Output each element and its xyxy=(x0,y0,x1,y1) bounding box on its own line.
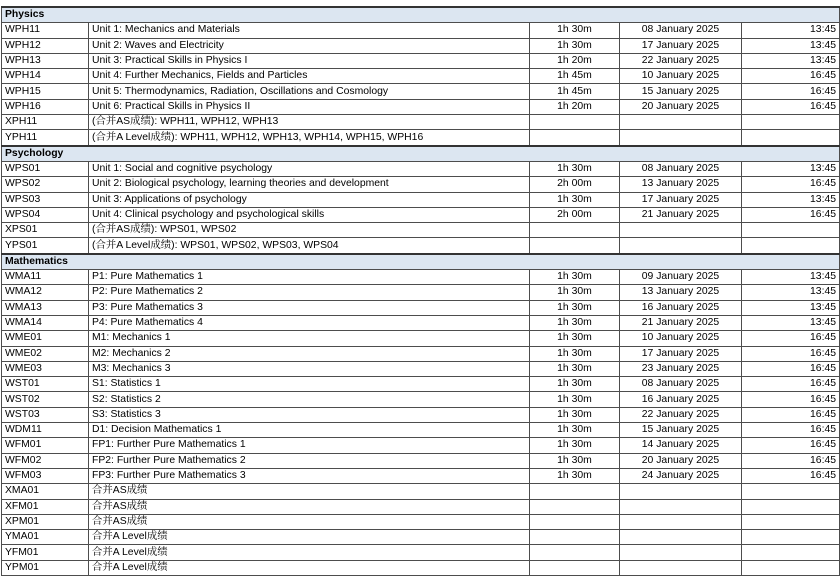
duration-cell: 1h 30m xyxy=(530,315,620,330)
date-cell xyxy=(620,499,742,514)
exam-code-cell: YPS01 xyxy=(2,238,89,254)
table-row xyxy=(2,69,840,84)
section-header xyxy=(2,7,840,23)
unit-title-cell: 合并AS成绩 xyxy=(89,499,530,514)
table-row xyxy=(2,499,840,514)
date-cell: 17 January 2025 xyxy=(620,192,742,207)
exam-code-cell: WPH11 xyxy=(2,23,89,38)
exam-code-cell: WMA11 xyxy=(2,270,89,285)
unit-title-cell: Unit 1: Social and cognitive psychology xyxy=(89,161,530,176)
duration-cell: 1h 20m xyxy=(530,99,620,114)
date-cell xyxy=(620,514,742,529)
time-cell: 16:45 xyxy=(742,453,840,468)
date-cell: 14 January 2025 xyxy=(620,438,742,453)
table-row xyxy=(2,453,840,468)
time-cell: 16:45 xyxy=(742,177,840,192)
table-row xyxy=(2,192,840,207)
unit-title-cell: Unit 4: Clinical psychology and psychological skills xyxy=(89,207,530,222)
time-cell: 13:45 xyxy=(742,38,840,53)
table-row xyxy=(2,331,840,346)
date-cell: 21 January 2025 xyxy=(620,315,742,330)
time-cell: 16:45 xyxy=(742,468,840,483)
time-cell: 13:45 xyxy=(742,23,840,38)
date-cell: 13 January 2025 xyxy=(620,285,742,300)
unit-title-cell: Unit 3: Applications of psychology xyxy=(89,192,530,207)
duration-cell: 1h 30m xyxy=(530,331,620,346)
time-cell xyxy=(742,223,840,238)
duration-cell xyxy=(530,545,620,560)
unit-title-cell: Unit 5: Thermodynamics, Radiation, Oscillations and Cosmology xyxy=(89,84,530,99)
date-cell xyxy=(620,115,742,130)
unit-title-cell: M3: Mechanics 3 xyxy=(89,361,530,376)
table-row xyxy=(2,207,840,222)
duration-cell: 1h 30m xyxy=(530,423,620,438)
duration-cell: 1h 30m xyxy=(530,438,620,453)
table-row xyxy=(2,115,840,130)
unit-title-cell: 合并AS成绩 xyxy=(89,514,530,529)
table-row xyxy=(2,530,840,545)
unit-title-cell: P1: Pure Mathematics 1 xyxy=(89,270,530,285)
exam-code-cell: WST03 xyxy=(2,407,89,422)
exam-code-cell: YMA01 xyxy=(2,530,89,545)
time-cell xyxy=(742,545,840,560)
unit-title-cell: Unit 4: Further Mechanics, Fields and Particles xyxy=(89,69,530,84)
duration-cell: 1h 30m xyxy=(530,161,620,176)
duration-cell: 1h 45m xyxy=(530,69,620,84)
unit-title-cell: M1: Mechanics 1 xyxy=(89,331,530,346)
exam-code-cell: XPM01 xyxy=(2,514,89,529)
table-row xyxy=(2,484,840,499)
date-cell: 21 January 2025 xyxy=(620,207,742,222)
time-cell: 16:45 xyxy=(742,346,840,361)
table-row xyxy=(2,361,840,376)
time-cell xyxy=(742,530,840,545)
table-row xyxy=(2,407,840,422)
unit-title-cell: S1: Statistics 1 xyxy=(89,377,530,392)
table-row xyxy=(2,130,840,146)
date-cell xyxy=(620,130,742,146)
exam-code-cell: WFM01 xyxy=(2,438,89,453)
section-header xyxy=(2,254,840,270)
date-cell xyxy=(620,560,742,575)
exam-code-cell: WME03 xyxy=(2,361,89,376)
duration-cell: 1h 30m xyxy=(530,192,620,207)
section-title: Mathematics xyxy=(2,254,840,270)
duration-cell: 1h 30m xyxy=(530,377,620,392)
time-cell xyxy=(742,484,840,499)
time-cell: 13:45 xyxy=(742,270,840,285)
table-row xyxy=(2,423,840,438)
time-cell: 13:45 xyxy=(742,192,840,207)
duration-cell: 2h 00m xyxy=(530,177,620,192)
time-cell: 16:45 xyxy=(742,207,840,222)
time-cell xyxy=(742,560,840,575)
table-row xyxy=(2,468,840,483)
date-cell: 15 January 2025 xyxy=(620,423,742,438)
unit-title-cell: P4: Pure Mathematics 4 xyxy=(89,315,530,330)
exam-code-cell: WMA14 xyxy=(2,315,89,330)
table-row xyxy=(2,300,840,315)
date-cell: 20 January 2025 xyxy=(620,99,742,114)
exam-code-cell: XMA01 xyxy=(2,484,89,499)
unit-title-cell: FP1: Further Pure Mathematics 1 xyxy=(89,438,530,453)
exam-code-cell: WST01 xyxy=(2,377,89,392)
exam-code-cell: YPH11 xyxy=(2,130,89,146)
date-cell: 16 January 2025 xyxy=(620,300,742,315)
time-cell: 16:45 xyxy=(742,377,840,392)
exam-code-cell: WPH12 xyxy=(2,38,89,53)
section-header xyxy=(2,146,840,162)
unit-title-cell: D1: Decision Mathematics 1 xyxy=(89,423,530,438)
time-cell: 13:45 xyxy=(742,315,840,330)
duration-cell xyxy=(530,514,620,529)
time-cell: 13:45 xyxy=(742,53,840,68)
time-cell: 16:45 xyxy=(742,361,840,376)
duration-cell: 1h 30m xyxy=(530,392,620,407)
exam-code-cell: WPH14 xyxy=(2,69,89,84)
time-cell: 16:45 xyxy=(742,84,840,99)
unit-title-cell: Unit 2: Waves and Electricity xyxy=(89,38,530,53)
date-cell: 08 January 2025 xyxy=(620,377,742,392)
unit-title-cell: 合并A Level成绩 xyxy=(89,560,530,575)
exam-code-cell: WPH16 xyxy=(2,99,89,114)
time-cell: 13:45 xyxy=(742,300,840,315)
time-cell: 16:45 xyxy=(742,331,840,346)
exam-code-cell: WME01 xyxy=(2,331,89,346)
date-cell: 13 January 2025 xyxy=(620,177,742,192)
time-cell: 13:45 xyxy=(742,161,840,176)
duration-cell xyxy=(530,130,620,146)
unit-title-cell: S3: Statistics 3 xyxy=(89,407,530,422)
table-row xyxy=(2,53,840,68)
exam-code-cell: XPH11 xyxy=(2,115,89,130)
date-cell: 20 January 2025 xyxy=(620,453,742,468)
duration-cell: 1h 45m xyxy=(530,84,620,99)
exam-code-cell: WST02 xyxy=(2,392,89,407)
unit-title-cell: P2: Pure Mathematics 2 xyxy=(89,285,530,300)
exam-code-cell: WDM11 xyxy=(2,423,89,438)
duration-cell xyxy=(530,530,620,545)
exam-code-cell: YPM01 xyxy=(2,560,89,575)
table-row xyxy=(2,23,840,38)
date-cell: 15 January 2025 xyxy=(620,84,742,99)
table-row xyxy=(2,377,840,392)
duration-cell: 1h 30m xyxy=(530,300,620,315)
duration-cell: 1h 20m xyxy=(530,53,620,68)
unit-title-cell: (合并A Level成绩): WPS01, WPS02, WPS03, WPS04 xyxy=(89,238,530,254)
unit-title-cell: M2: Mechanics 2 xyxy=(89,346,530,361)
unit-title-cell: 合并AS成绩 xyxy=(89,484,530,499)
date-cell: 10 January 2025 xyxy=(620,331,742,346)
date-cell xyxy=(620,223,742,238)
unit-title-cell: (合并AS成绩): WPS01, WPS02 xyxy=(89,223,530,238)
unit-title-cell: 合并A Level成绩 xyxy=(89,530,530,545)
duration-cell xyxy=(530,484,620,499)
time-cell xyxy=(742,499,840,514)
date-cell: 22 January 2025 xyxy=(620,53,742,68)
unit-title-cell: P3: Pure Mathematics 3 xyxy=(89,300,530,315)
exam-code-cell: WFM03 xyxy=(2,468,89,483)
date-cell xyxy=(620,238,742,254)
time-cell xyxy=(742,115,840,130)
unit-title-cell: (合并AS成绩): WPH11, WPH12, WPH13 xyxy=(89,115,530,130)
unit-title-cell: Unit 3: Practical Skills in Physics I xyxy=(89,53,530,68)
duration-cell: 1h 30m xyxy=(530,453,620,468)
exam-code-cell: WMA13 xyxy=(2,300,89,315)
exam-code-cell: WPS01 xyxy=(2,161,89,176)
table-row xyxy=(2,270,840,285)
table-row xyxy=(2,514,840,529)
table-row xyxy=(2,560,840,575)
unit-title-cell: Unit 6: Practical Skills in Physics II xyxy=(89,99,530,114)
time-cell: 16:45 xyxy=(742,99,840,114)
table-row xyxy=(2,545,840,560)
time-cell: 16:45 xyxy=(742,407,840,422)
date-cell: 17 January 2025 xyxy=(620,38,742,53)
exam-code-cell: WPS04 xyxy=(2,207,89,222)
duration-cell: 1h 30m xyxy=(530,23,620,38)
table-row xyxy=(2,38,840,53)
table-row xyxy=(2,161,840,176)
time-cell: 16:45 xyxy=(742,423,840,438)
table-row xyxy=(2,238,840,254)
exam-code-cell: YFM01 xyxy=(2,545,89,560)
date-cell: 16 January 2025 xyxy=(620,392,742,407)
exam-code-cell: WPS03 xyxy=(2,192,89,207)
duration-cell: 1h 30m xyxy=(530,407,620,422)
exam-code-cell: XPS01 xyxy=(2,223,89,238)
time-cell xyxy=(742,238,840,254)
time-cell xyxy=(742,130,840,146)
duration-cell: 1h 30m xyxy=(530,270,620,285)
section-title: Physics xyxy=(2,7,840,23)
unit-title-cell: FP2: Further Pure Mathematics 2 xyxy=(89,453,530,468)
duration-cell xyxy=(530,238,620,254)
duration-cell: 1h 30m xyxy=(530,468,620,483)
table-row xyxy=(2,177,840,192)
exam-timetable xyxy=(1,6,840,576)
table-row xyxy=(2,84,840,99)
table-row xyxy=(2,438,840,453)
exam-code-cell: XFM01 xyxy=(2,499,89,514)
table-row xyxy=(2,315,840,330)
date-cell: 24 January 2025 xyxy=(620,468,742,483)
exam-code-cell: WPH15 xyxy=(2,84,89,99)
unit-title-cell: S2: Statistics 2 xyxy=(89,392,530,407)
unit-title-cell: (合并A Level成绩): WPH11, WPH12, WPH13, WPH14, WPH15, WPH16 xyxy=(89,130,530,146)
exam-code-cell: WME02 xyxy=(2,346,89,361)
timetable-body xyxy=(2,7,840,575)
table-row xyxy=(2,392,840,407)
exam-code-cell: WFM02 xyxy=(2,453,89,468)
duration-cell: 1h 30m xyxy=(530,38,620,53)
exam-code-cell: WPS02 xyxy=(2,177,89,192)
duration-cell xyxy=(530,115,620,130)
date-cell: 17 January 2025 xyxy=(620,346,742,361)
duration-cell: 1h 30m xyxy=(530,361,620,376)
date-cell: 09 January 2025 xyxy=(620,270,742,285)
unit-title-cell: Unit 2: Biological psychology, learning theories and development xyxy=(89,177,530,192)
unit-title-cell: Unit 1: Mechanics and Materials xyxy=(89,23,530,38)
table-row xyxy=(2,346,840,361)
date-cell: 23 January 2025 xyxy=(620,361,742,376)
date-cell: 22 January 2025 xyxy=(620,407,742,422)
time-cell: 16:45 xyxy=(742,69,840,84)
duration-cell xyxy=(530,560,620,575)
time-cell: 16:45 xyxy=(742,438,840,453)
table-row xyxy=(2,223,840,238)
exam-code-cell: WMA12 xyxy=(2,285,89,300)
date-cell xyxy=(620,530,742,545)
duration-cell: 1h 30m xyxy=(530,346,620,361)
unit-title-cell: FP3: Further Pure Mathematics 3 xyxy=(89,468,530,483)
date-cell: 08 January 2025 xyxy=(620,161,742,176)
duration-cell xyxy=(530,499,620,514)
date-cell xyxy=(620,484,742,499)
duration-cell xyxy=(530,223,620,238)
exam-code-cell: WPH13 xyxy=(2,53,89,68)
time-cell xyxy=(742,514,840,529)
table-row xyxy=(2,285,840,300)
date-cell: 10 January 2025 xyxy=(620,69,742,84)
duration-cell: 1h 30m xyxy=(530,285,620,300)
unit-title-cell: 合并A Level成绩 xyxy=(89,545,530,560)
table-row xyxy=(2,99,840,114)
date-cell xyxy=(620,545,742,560)
time-cell: 16:45 xyxy=(742,392,840,407)
section-title: Psychology xyxy=(2,146,840,162)
duration-cell: 2h 00m xyxy=(530,207,620,222)
date-cell: 08 January 2025 xyxy=(620,23,742,38)
time-cell: 13:45 xyxy=(742,285,840,300)
